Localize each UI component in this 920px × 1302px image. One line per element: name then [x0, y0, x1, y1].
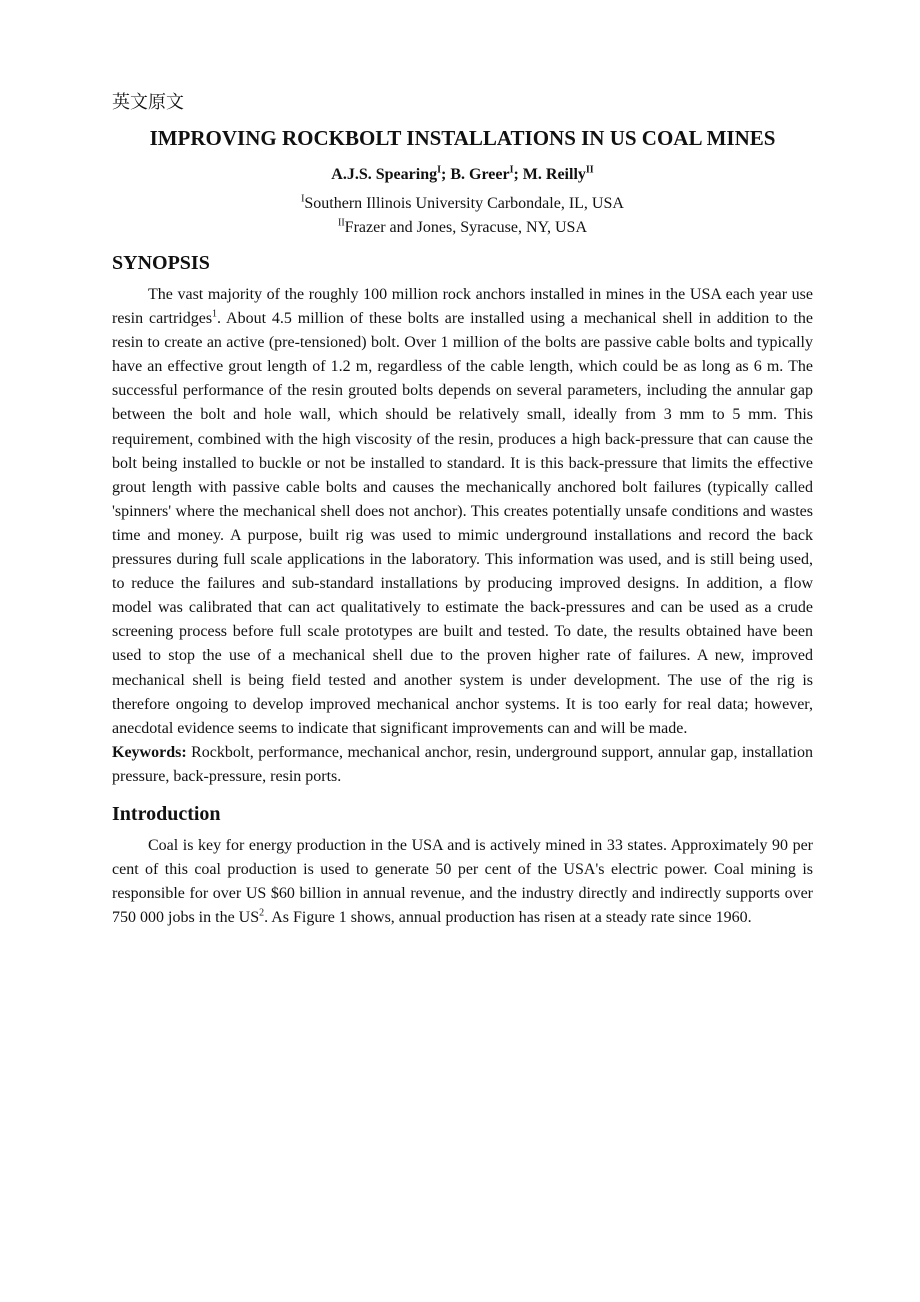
author-separator: ;	[513, 166, 523, 183]
introduction-heading: Introduction	[112, 802, 221, 825]
author-line	[112, 166, 813, 184]
affiliation-mark: II	[338, 217, 345, 229]
introduction-paragraph	[112, 834, 813, 930]
keywords-text: Rockbolt, performance, mechanical anchor, resin, underground support, annular gap, installation pressure, back-pressure, resin ports.	[112, 743, 813, 785]
author-name: A.J.S. Spearing	[331, 166, 438, 183]
affiliation	[112, 216, 813, 240]
affiliation-mark: I	[301, 193, 305, 205]
introduction-text: Coal is key for energy production in the USA and is actively mined in 33 states. Approximately 90 per cent of this coal production is used to generate 50 per cent of the USA's electric power. Coal mining is responsible for over US $60 billion in annual revenue, and the industry directly and indirectly supports over 750 000 jobs in the US	[112, 836, 813, 927]
synopsis-heading: SYNOPSIS	[112, 252, 210, 274]
synopsis-text: . About 4.5 million of these bolts are installed using a mechanical shell in addition to the resin to create an active (pre-tensioned) bolt. Over 1 million of the bolts are passive cable bolts and typically have an effective grout length of 1.2 m, regardless of the cable length, which could be as long as 6 m. The successful performance of the resin grouted bolts depends on several parameters, including the annular gap between the bolt and hole wall, which should be relatively small, ideally from 3 mm to 5 mm. This requirement, combined with the high viscosity of the resin, produces a high back-pressure that can cause the bolt being installed to buckle or not be installed to standard. It is this back-pressure that limits the effective grout length with passive cable bolts and causes the mechanically anchored bolt failures (typically called 'spinners' where the mechanical shell does not anchor). This creates potentially unsafe conditions and wastes time and money. A purpose, built rig was used to mimic underground installations and record the back pressures during full scale applications in the laboratory. This information was used, and is still being used, to reduce the failures and sub-standard installations by producing improved designs. In addition, a flow model was calibrated that can act qualitatively to estimate the back-pressures and can be used as a crude screening process before full scale prototypes are built and tested. To date, the results obtained have been used to stop the use of a mechanical shell due to the proven higher rate of failures. A new, improved mechanical shell is being field tested and another system is under development. The use of the rig is therefore ongoing to develop improved mechanical anchor systems. It is too early for real data; however, anecdotal evidence seems to indicate that significant improvements can and will be made.	[112, 310, 813, 737]
author-affiliation-mark: I	[437, 164, 441, 176]
affiliation-text: Frazer and Jones, Syracuse, NY, USA	[344, 219, 587, 236]
author-name: B. Greer	[450, 166, 510, 183]
reference-mark: 1	[212, 308, 218, 320]
keywords-label: Keywords:	[112, 743, 187, 761]
introduction-text: . As Figure 1 shows, annual production has risen at a steady rate since 1960.	[264, 909, 752, 927]
original-text-label: 英文原文	[112, 92, 184, 113]
affiliation-text: Southern Illinois University Carbondale, IL, USA	[304, 195, 624, 212]
reference-mark: 2	[259, 907, 265, 919]
author-affiliation-mark: I	[509, 164, 514, 176]
author-name: M. Reilly	[522, 166, 586, 183]
author-affiliation-mark: II	[585, 164, 594, 176]
paper-title: IMPROVING ROCKBOLT INSTALLATIONS IN US COAL MINES	[149, 126, 776, 150]
author-separator: ;	[441, 166, 451, 183]
synopsis-paragraph	[112, 283, 813, 741]
keywords-paragraph	[112, 741, 813, 789]
affiliation	[112, 192, 813, 216]
document-page	[112, 88, 813, 930]
synopsis-text: The vast majority of the roughly 100 million rock anchors installed in mines in the USA each year use resin cartridges	[112, 286, 813, 328]
